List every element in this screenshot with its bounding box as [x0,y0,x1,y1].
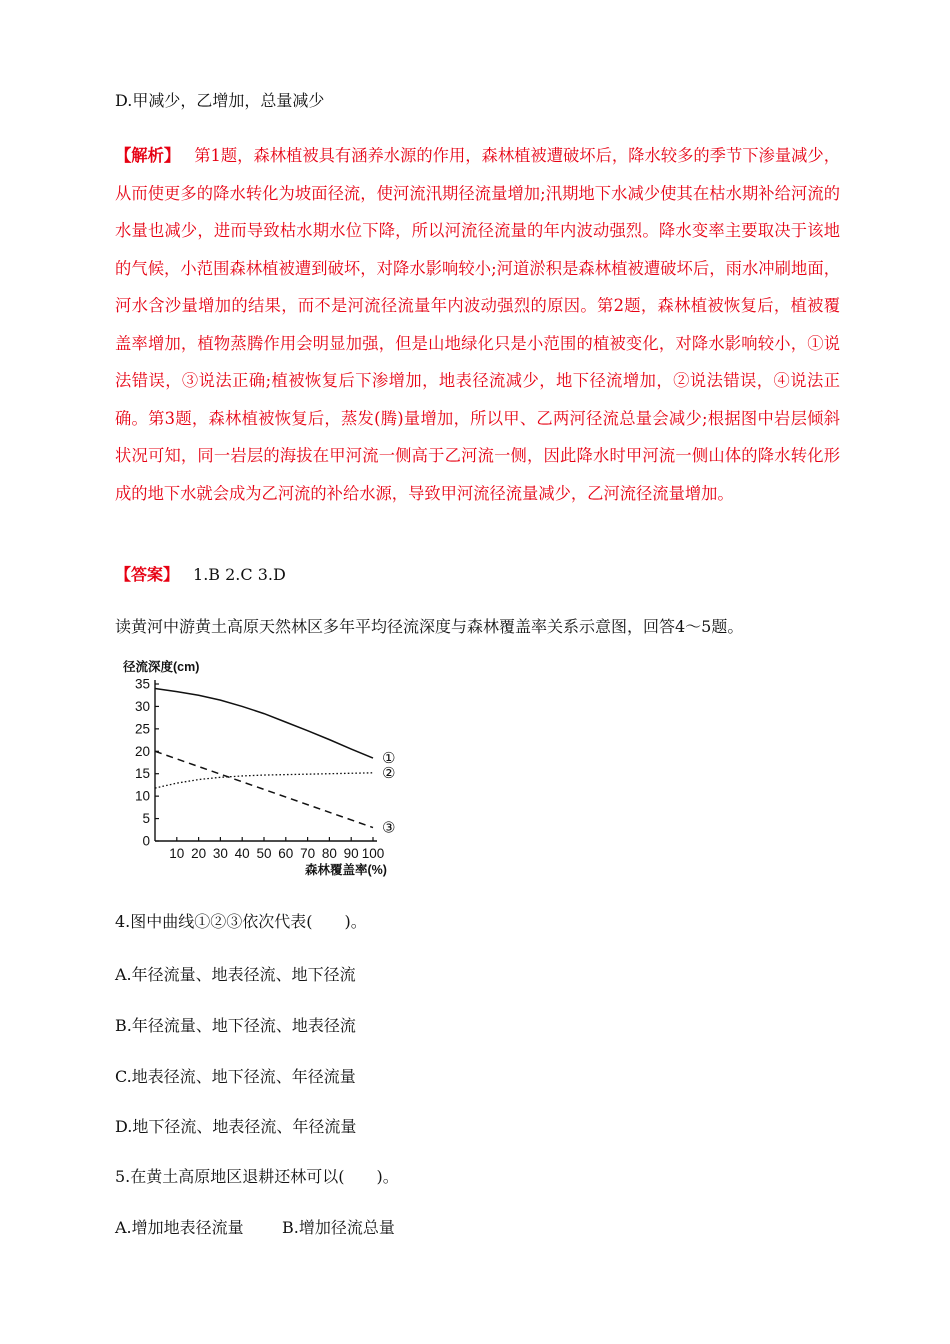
y-tick-label: 5 [142,811,150,827]
y-tick-label: 0 [142,833,150,849]
x-tick-label: 70 [300,846,316,861]
q4-stem: 4.图中曲线①②③依次代表( )。 [115,912,367,931]
x-tick-label: 60 [278,846,294,861]
analysis-tag: 【解析】 [115,146,181,165]
q5-option-a: A.增加地表径流量 [115,1218,244,1237]
x-tick-label: 30 [212,846,228,861]
x-tick-label: 50 [256,846,272,861]
y-tick-label: 30 [134,698,150,714]
x-tick-label: 100 [361,846,385,861]
runoff-forest-chart [115,655,415,885]
x-tick-label: 20 [191,846,207,861]
y-axis-label: 径流深度(cm) [123,660,200,674]
y-tick-label: 10 [134,788,150,804]
series-label-2: ② [382,764,396,782]
q5-stem: 5.在黄土高原地区退耕还林可以( )。 [115,1167,399,1186]
q4-option-c: C.地表径流、地下径流、年径流量 [115,1067,356,1086]
question-intro: 读黄河中游黄土高原天然林区多年平均径流深度与森林覆盖率关系示意图，回答4～5题。 [115,617,744,636]
series-label-3: ③ [382,819,396,837]
series-label-1: ① [382,750,396,768]
x-tick-label: 80 [321,846,337,861]
y-tick-label: 15 [134,766,150,782]
y-tick-label: 35 [134,676,150,692]
answer-line [115,565,286,585]
x-tick-label: 10 [169,846,185,861]
y-tick-label: 25 [134,721,150,737]
analysis-paragraph [115,137,840,512]
y-tick-label: 20 [134,743,150,759]
x-axis-label: 森林覆盖率(%) [305,863,387,877]
answer-text: 1.B 2.C 3.D [193,565,286,584]
x-tick-label: 40 [234,846,250,861]
series-line-3 [155,751,373,827]
q4-option-a: A.年径流量、地表径流、地下径流 [115,965,356,984]
analysis-text: 第1题，森林植被具有涵养水源的作用，森林植被遭破坏后，降水较多的季节下渗量减少，从而使更多的降水转化为坡面径流，使河流汛期径流量增加;汛期地下水减少使其在枯水期补给河流的水量也减少，进而导致枯水期水位下降，所以河流径流量的年内波动强烈。降水变率主要取决于该地的气候，小范围森林植被遭到破坏，对降水影响较小;河道淤积是森林植被遭破坏后，雨水冲刷地面，河水含沙量增加的结果，而不是河流径流量年内波动强烈的原因。第2题，森林植被恢复后，植被覆盖率增加，植物蒸腾作用会明显加强，但是山地绿化只是小范围的植被变化，对降水影响较小，①说法错误，③说法正确;植被恢复后下渗增加，地表径流减少，地下径流增加，②说法错误，④说法正确。第3题，森林植被恢复后，蒸发(腾)量增加，所以甲、乙两河径流总量会减少;根据图中岩层倾斜状况可知，同一岩层的海拔在甲河流一侧高于乙河流一侧，因此降水时甲河流一侧山体的降水转化形成的地下水就会成为乙河流的补给水源，导致甲河流径流量减少，乙河流径流量增加。 [115,146,840,503]
q4-option-b: B.年径流量、地下径流、地表径流 [115,1016,356,1035]
answer-tag: 【答案】 [115,565,180,584]
q5-option-b: B.增加径流总量 [282,1218,395,1237]
series-line-1 [155,688,373,758]
q4-option-d: D.地下径流、地表径流、年径流量 [115,1117,357,1136]
series-line-2 [155,773,373,788]
option-d-previous-question: D.甲减少，乙增加，总量减少 [115,91,325,110]
x-tick-label: 90 [343,846,359,861]
